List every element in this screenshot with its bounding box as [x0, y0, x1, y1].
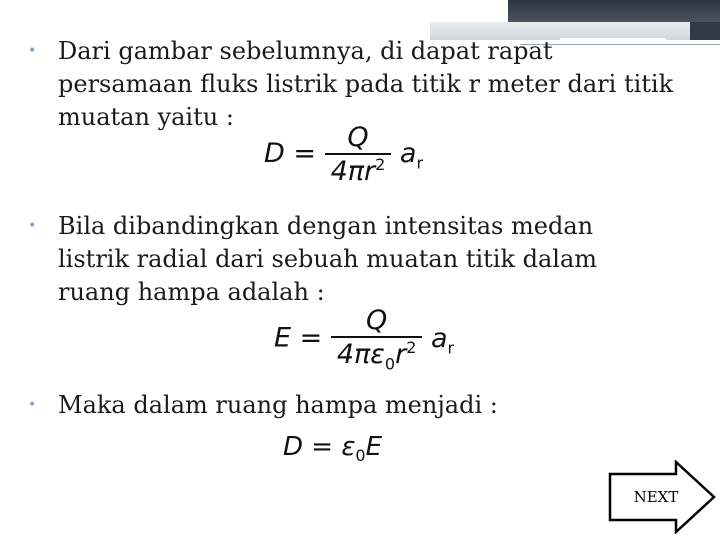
bullet-text: Bila dibandingkan dengan intensitas medan listrik radial dari sebuah muatan titik dalam ruang hampa adalah :	[58, 212, 598, 306]
next-button[interactable]	[608, 460, 718, 534]
formula-rhs: E	[365, 432, 383, 462]
formula-subscript: 0	[355, 446, 366, 466]
bullet-icon: •	[28, 218, 37, 234]
bullet-item-3	[28, 389, 688, 422]
bullet-item-1	[28, 35, 688, 134]
formula-lhs: D =	[264, 138, 316, 169]
top-banner-dark	[508, 0, 720, 22]
formula-fraction	[325, 122, 392, 187]
bullet-text: Dari gambar sebelumnya, di dapat rapat persamaan fluks listrik pada titik r meter dari titik muatan yaitu :	[58, 37, 674, 131]
formula-numerator: Q	[331, 305, 423, 338]
formula-lhs: E =	[274, 322, 323, 354]
formula-numerator: Q	[325, 122, 392, 155]
formula-fraction	[331, 305, 423, 373]
formula-unit-vector: $a_r$	[430, 322, 455, 358]
next-button-label: NEXT	[633, 488, 679, 506]
formula-free-space-relation	[283, 432, 382, 465]
bullet-text: Maka dalam ruang hampa menjadi :	[58, 391, 498, 419]
bullet-item-2	[28, 210, 688, 309]
bullet-icon: •	[28, 397, 37, 413]
formula-electric-field	[274, 305, 454, 373]
top-banner-accent	[690, 22, 720, 40]
formula-lhs: D = ε	[283, 432, 356, 462]
formula-denominator: $4\pi\varepsilon_0r^2$	[336, 338, 417, 374]
bullet-icon: •	[28, 43, 37, 59]
formula-unit-vector: $a_r$	[399, 138, 424, 173]
formula-flux-density	[264, 122, 423, 187]
formula-denominator: $4\pi r^2$	[330, 155, 386, 187]
